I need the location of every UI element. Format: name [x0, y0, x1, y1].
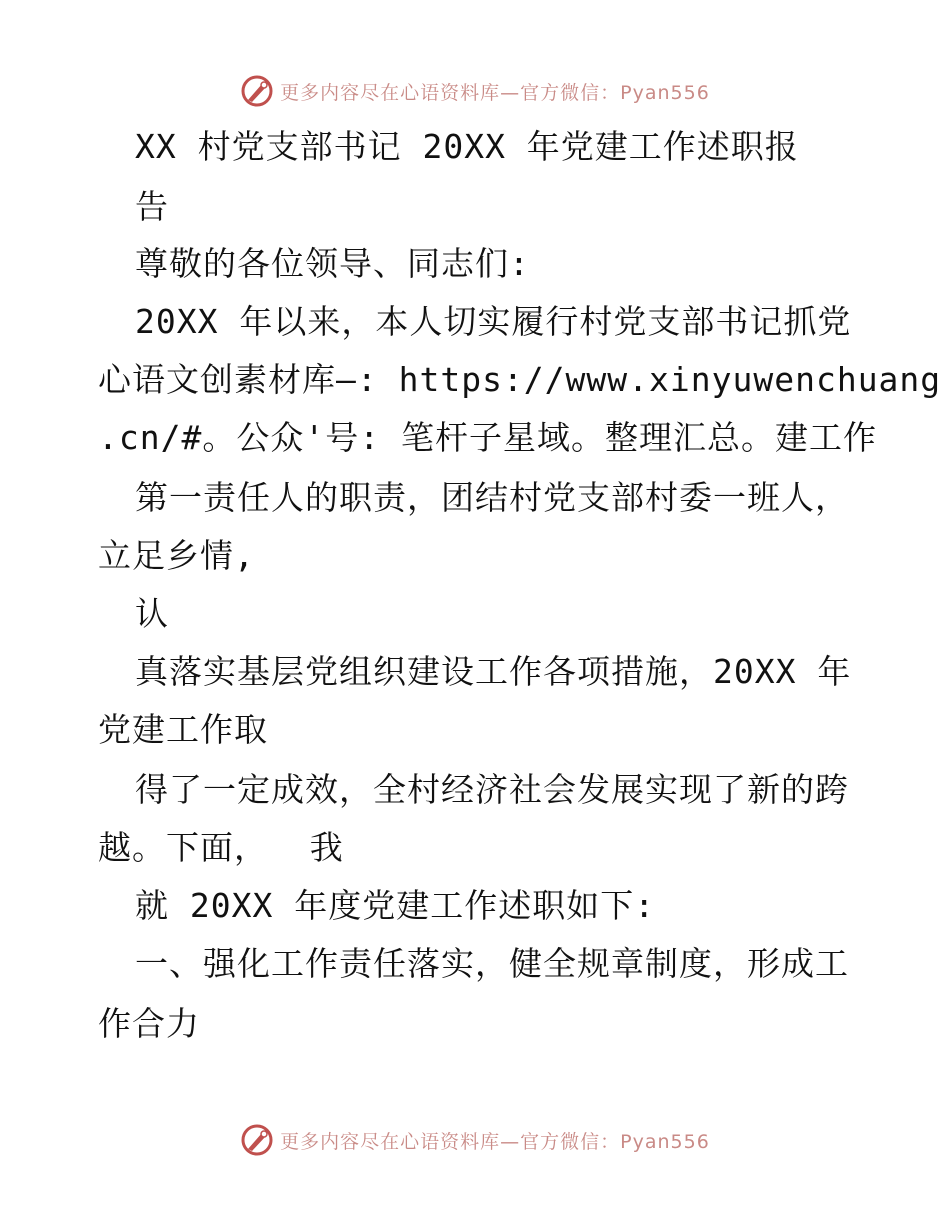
salutation: 尊敬的各位领导、同志们:: [135, 244, 530, 283]
pen-logo-icon: [240, 74, 274, 108]
paragraph-line: 就 20XX 年度党建工作述职如下:: [135, 886, 656, 925]
header-watermark: [0, 71, 950, 111]
paragraph-line: 20XX 年以来，本人切实履行村党支部书记抓党: [135, 302, 852, 341]
doc-title-line-1: XX 村党支部书记 20XX 年党建工作述职报: [135, 127, 799, 166]
paragraph-line: 心语文创素材库—: https://www.xinyuwenchuang: [98, 360, 942, 399]
paragraph-line: 越。下面， 我: [98, 828, 344, 867]
section-heading-line-1: 一、强化工作责任落实，健全规章制度，形成工: [135, 944, 849, 983]
footer-watermark: [0, 1120, 950, 1160]
pen-logo-icon: [240, 1123, 274, 1157]
paragraph-line: 认: [135, 594, 169, 633]
paragraph-line: 得了一定成效，全村经济社会发展实现了新的跨: [135, 770, 849, 809]
paragraph-line: .cn/#。公众'号: 笔杆子星域。整理汇总。建工作: [98, 418, 877, 457]
paragraph-line: 党建工作取: [98, 710, 268, 749]
section-heading-line-2: 作合力: [98, 1004, 200, 1043]
watermark-text: 更多内容尽在心语资料库—官方微信：Pyan556: [280, 81, 710, 104]
watermark-text: 更多内容尽在心语资料库—官方微信：Pyan556: [280, 1130, 710, 1153]
paragraph-line: 真落实基层党组织建设工作各项措施，20XX 年: [135, 652, 852, 691]
paragraph-line: 第一责任人的职责，团结村党支部村委一班人，: [135, 478, 849, 517]
paragraph-line: 立足乡情,: [98, 536, 255, 575]
doc-title-line-2: 告: [135, 187, 169, 226]
